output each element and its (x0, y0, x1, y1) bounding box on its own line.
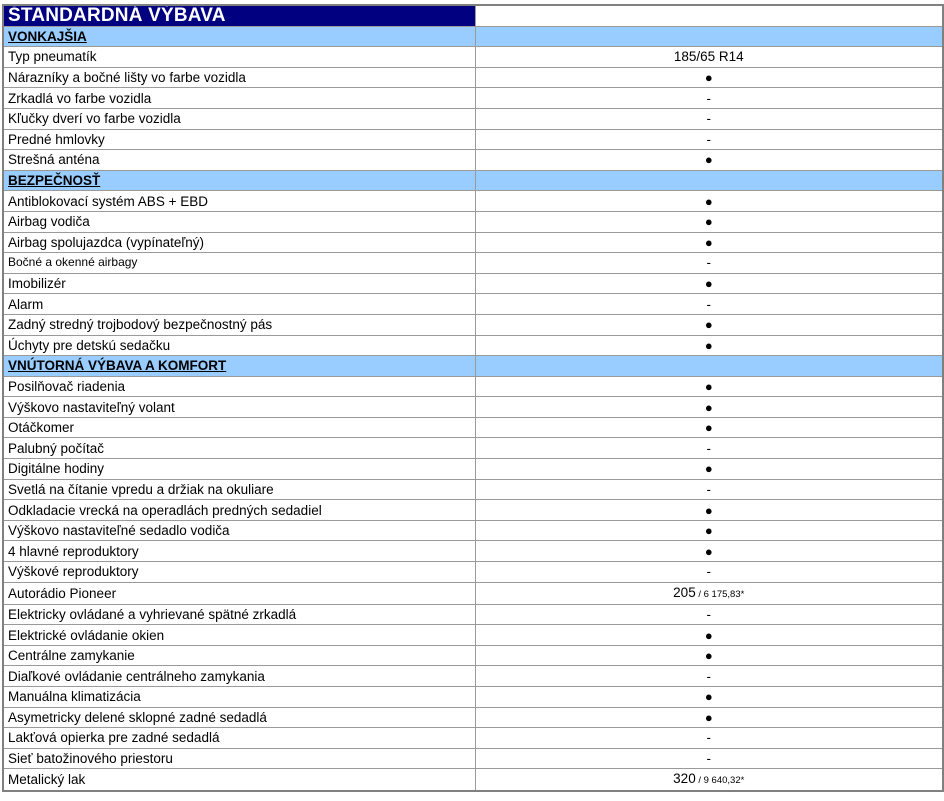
feature-label: Autorádio Pioneer (3, 582, 475, 604)
table-row (3, 769, 943, 792)
feature-value (475, 604, 943, 625)
table-row (3, 520, 943, 541)
table-row (3, 150, 943, 171)
table-row (3, 438, 943, 459)
table-row (3, 748, 943, 769)
feature-value (475, 625, 943, 646)
included-dot-icon: ● (704, 337, 713, 353)
value-text: - (706, 564, 711, 580)
table-row (3, 129, 943, 150)
value-text: - (706, 90, 711, 106)
included-dot-icon: ● (704, 502, 713, 518)
feature-value (475, 376, 943, 397)
value-text: 185/65 R14 (673, 49, 744, 65)
table-row (3, 67, 943, 88)
feature-label: Nárazníky a bočné lišty vo farbe vozidla (3, 67, 475, 88)
table-row (3, 645, 943, 666)
price-converted: / 9 640,32* (695, 775, 745, 787)
section-title: BEZPEČNOSŤ (3, 170, 475, 191)
included-dot-icon: ● (704, 276, 713, 292)
feature-label: Predné hmlovky (3, 129, 475, 150)
equipment-table-body (3, 5, 943, 791)
title-row (3, 5, 943, 26)
included-dot-icon: ● (704, 378, 713, 394)
feature-label: Centrálne zamykanie (3, 645, 475, 666)
value-text: - (706, 255, 711, 271)
table-row (3, 562, 943, 583)
value-text: - (706, 111, 711, 127)
feature-value (475, 645, 943, 666)
table-row (3, 253, 943, 274)
feature-label: Sieť batožinového priestoru (3, 748, 475, 769)
included-dot-icon: ● (704, 709, 713, 725)
feature-label: Bočné a okenné airbagy (3, 253, 475, 274)
table-row (3, 314, 943, 335)
feature-value (475, 67, 943, 88)
included-dot-icon: ● (704, 648, 713, 664)
feature-value (475, 253, 943, 274)
feature-label: Posilňovač riadenia (3, 376, 475, 397)
table-row (3, 625, 943, 646)
table-row (3, 376, 943, 397)
table-row (3, 582, 943, 604)
feature-value (475, 88, 943, 109)
feature-value (475, 728, 943, 749)
feature-value (475, 459, 943, 480)
feature-label: Lakťová opierka pre zadné sedadlá (3, 728, 475, 749)
feature-label: Typ pneumatík (3, 47, 475, 68)
table-row (3, 211, 943, 232)
section-header-row (3, 170, 943, 191)
feature-value (475, 335, 943, 356)
price-converted: / 6 175,83* (695, 588, 745, 600)
feature-label: Metalický lak (3, 769, 475, 792)
included-dot-icon: ● (704, 627, 713, 643)
feature-label: Výškové reproduktory (3, 562, 475, 583)
value-text: - (706, 481, 711, 497)
value-text: - (706, 751, 711, 767)
table-row (3, 335, 943, 356)
feature-value (475, 707, 943, 728)
included-dot-icon: ● (704, 193, 713, 209)
section-header-row (3, 26, 943, 47)
equipment-table (2, 4, 944, 792)
feature-value (475, 438, 943, 459)
feature-label: Antiblokovací systém ABS + EBD (3, 191, 475, 212)
section-header-row (3, 356, 943, 377)
table-row (3, 417, 943, 438)
table-row (3, 191, 943, 212)
feature-value (475, 273, 943, 294)
included-dot-icon: ● (704, 399, 713, 415)
value-text: - (706, 296, 711, 312)
section-empty-cell (475, 26, 943, 47)
feature-label: Airbag spolujazdca (vypínateľný) (3, 232, 475, 253)
table-row (3, 604, 943, 625)
feature-value (475, 479, 943, 500)
included-dot-icon: ● (704, 70, 713, 86)
table-row (3, 232, 943, 253)
feature-value (475, 314, 943, 335)
feature-label: Asymetricky delené sklopné zadné sedadlá (3, 707, 475, 728)
feature-value (475, 294, 943, 315)
value-text: - (706, 668, 711, 684)
title-empty-cell (475, 5, 943, 26)
feature-label: Úchyty pre detskú sedačku (3, 335, 475, 356)
feature-value (475, 397, 943, 418)
included-dot-icon: ● (704, 420, 713, 436)
section-title: VNÚTORNÁ VÝBAVA A KOMFORT (3, 356, 475, 377)
included-dot-icon: ● (704, 461, 713, 477)
table-row (3, 273, 943, 294)
section-empty-cell (475, 170, 943, 191)
feature-value (475, 417, 943, 438)
included-dot-icon: ● (704, 152, 713, 168)
feature-value (475, 769, 943, 792)
feature-label: Zadný stredný trojbodový bezpečnostný pás (3, 314, 475, 335)
feature-value (475, 232, 943, 253)
feature-value (475, 541, 943, 562)
feature-label: Zrkadlá vo farbe vozidla (3, 88, 475, 109)
feature-label: Alarm (3, 294, 475, 315)
included-dot-icon: ● (704, 689, 713, 705)
included-dot-icon: ● (704, 234, 713, 250)
feature-label: Otáčkomer (3, 417, 475, 438)
table-row (3, 500, 943, 521)
feature-label: Airbag vodiča (3, 211, 475, 232)
feature-value (475, 108, 943, 129)
feature-label: Výškovo nastaviteľný volant (3, 397, 475, 418)
feature-value (475, 191, 943, 212)
feature-value (475, 666, 943, 687)
section-empty-cell (475, 356, 943, 377)
feature-value (475, 582, 943, 604)
included-dot-icon: ● (704, 523, 713, 539)
feature-value (475, 687, 943, 708)
feature-label: Výškovo nastaviteľné sedadlo vodiča (3, 520, 475, 541)
included-dot-icon: ● (704, 543, 713, 559)
feature-label: Odkladacie vrecká na operadlách predných sedadiel (3, 500, 475, 521)
table-row (3, 88, 943, 109)
table-row (3, 47, 943, 68)
feature-label: Svetlá na čítanie vpredu a držiak na okuliare (3, 479, 475, 500)
feature-label: Strešná anténa (3, 150, 475, 171)
price-value: 205 (673, 584, 696, 600)
feature-value (475, 47, 943, 68)
included-dot-icon: ● (704, 317, 713, 333)
value-text: - (706, 730, 711, 746)
section-title: VONKAJŠIA (3, 26, 475, 47)
value-text: - (706, 440, 711, 456)
feature-label: Kľučky dverí vo farbe vozidla (3, 108, 475, 129)
included-dot-icon: ● (704, 214, 713, 230)
table-row (3, 687, 943, 708)
feature-label: 4 hlavné reproduktory (3, 541, 475, 562)
table-row (3, 728, 943, 749)
value-text: - (706, 606, 711, 622)
feature-value (475, 211, 943, 232)
feature-label: Manuálna klimatizácia (3, 687, 475, 708)
feature-value (475, 520, 943, 541)
price-value: 320 (673, 771, 696, 787)
feature-label: Imobilizér (3, 273, 475, 294)
table-row (3, 541, 943, 562)
feature-value (475, 562, 943, 583)
feature-value (475, 129, 943, 150)
feature-label: Palubný počítač (3, 438, 475, 459)
feature-label: Elektricky ovládané a vyhrievané spätné zrkadlá (3, 604, 475, 625)
table-row (3, 294, 943, 315)
feature-label: Digitálne hodiny (3, 459, 475, 480)
table-row (3, 666, 943, 687)
table-row (3, 397, 943, 418)
table-row (3, 108, 943, 129)
feature-value (475, 748, 943, 769)
feature-value (475, 500, 943, 521)
table-row (3, 459, 943, 480)
feature-label: Diaľkové ovládanie centrálneho zamykania (3, 666, 475, 687)
table-row (3, 479, 943, 500)
table-row (3, 707, 943, 728)
feature-value (475, 150, 943, 171)
value-text: - (706, 131, 711, 147)
feature-label: Elektrické ovládanie okien (3, 625, 475, 646)
table-title: ŠTANDARDNÁ VÝBAVA (3, 5, 475, 26)
